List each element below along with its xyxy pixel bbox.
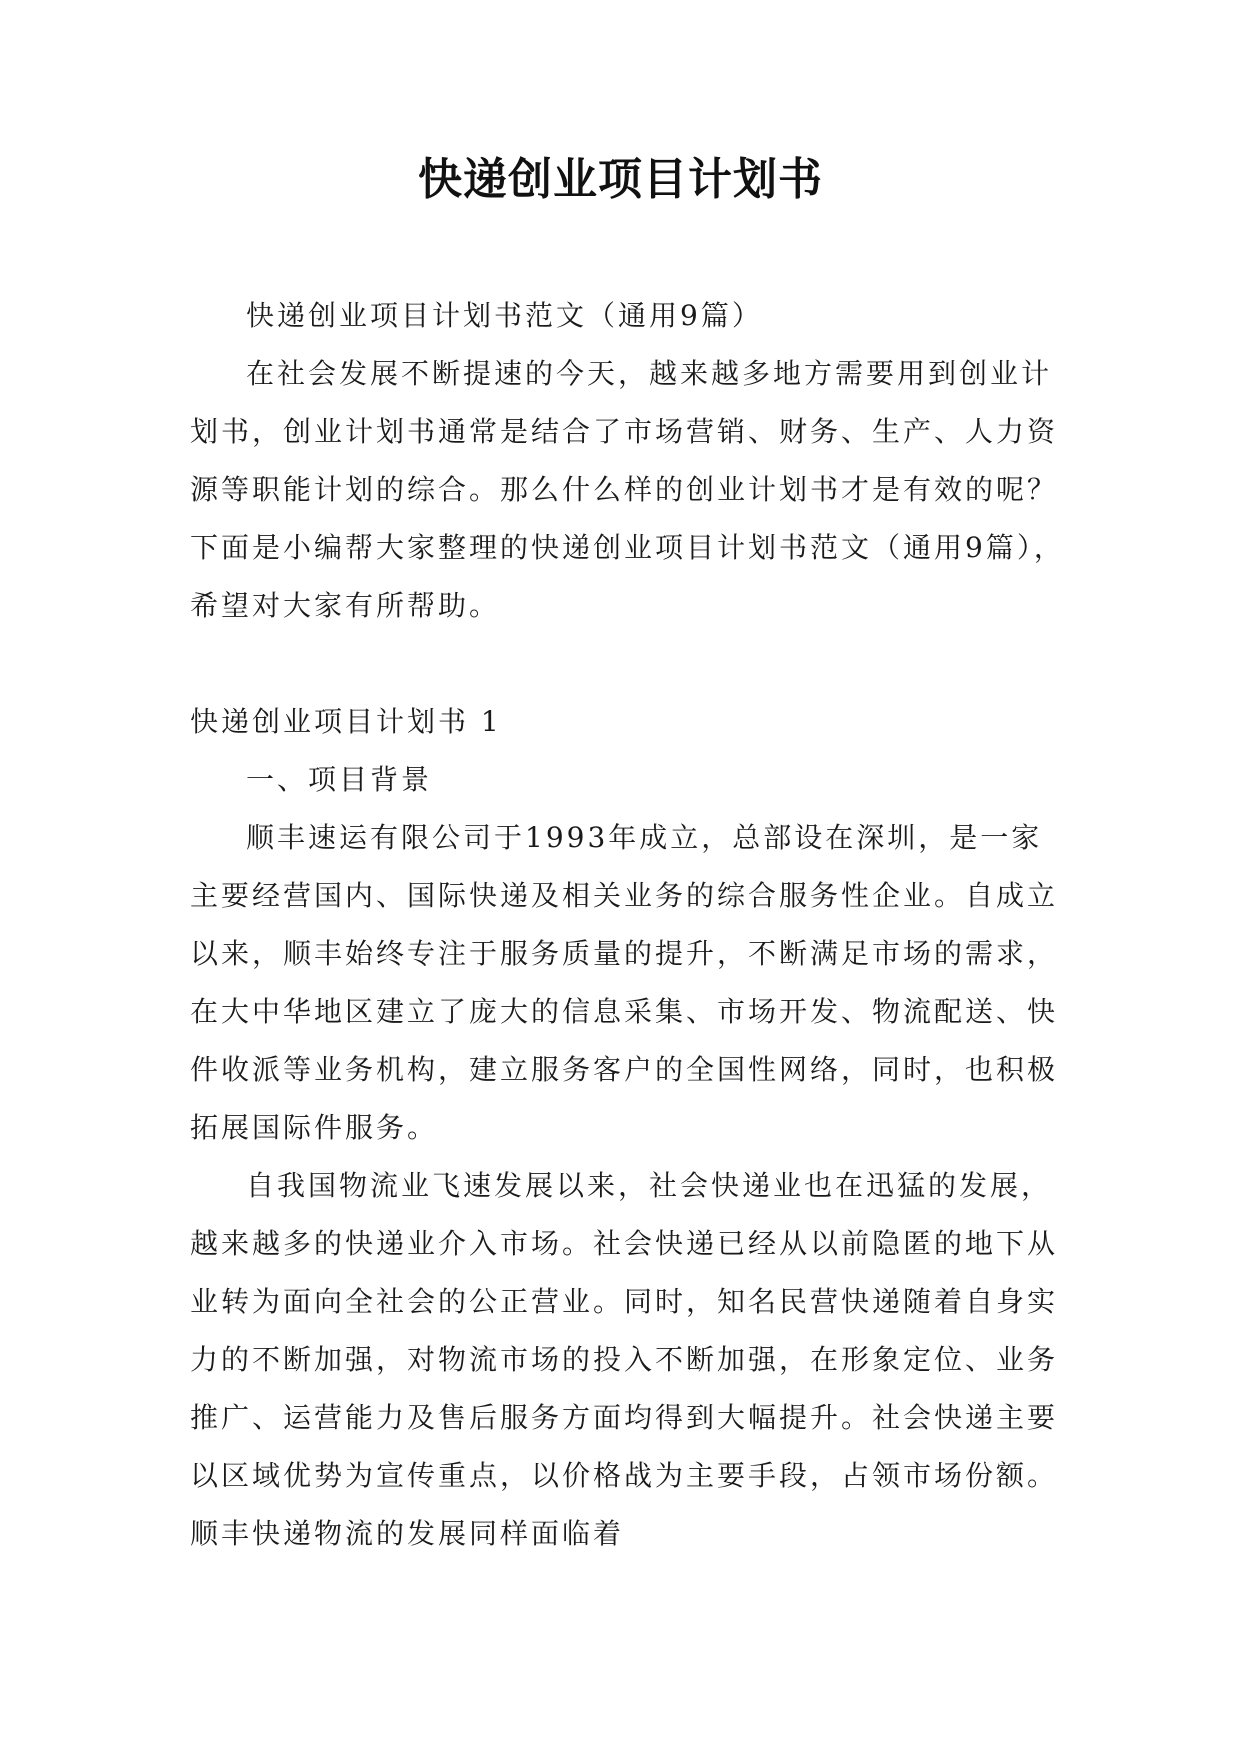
intro-paragraph: 在社会发展不断提速的今天，越来越多地方需要用到创业计划书，创业计划书通常是结合了市场营销、财务、生产、人力资源等职能计划的综合。那么什么样的创业计划书才是有效的呢？下面是小编帮大家整理的快递创业项目计划书范文（通用9篇），希望对大家有所帮助。 [190, 357, 1065, 622]
section-heading: 快递创业项目计划书 1 [190, 705, 502, 738]
body-paragraph: 自我国物流业飞速发展以来，社会快递业也在迅猛的发展，越来越多的快递业介入市场。社会快递已经从以前隐匿的地下从业转为面向全社会的公正营业。同时，知名民营快递随着自身实力的不断加强，对物流市场的投入不断加强，在形象定位、业务推广、运营能力及售后服务方面均得到大幅提升。社会快递主要以区域优势为宣传重点，以价格战为主要手段，占领市场份额。顺丰快递物流的发展同样面临着 [190, 1169, 1059, 1550]
document-subtitle: 快递创业项目计划书范文（通用9篇） [246, 299, 763, 332]
subsection-heading: 一、项目背景 [246, 763, 433, 796]
document-title: 快递创业项目计划书 [418, 154, 823, 205]
document-body [190, 287, 1070, 1563]
body-paragraph: 顺丰速运有限公司于1993年成立，总部设在深圳，是一家主要经营国内、国际快递及相关业务的综合服务性企业。自成立以来，顺丰始终专注于服务质量的提升，不断满足市场的需求，在大中华地区建立了庞大的信息采集、市场开发、物流配送、快件收派等业务机构，建立服务客户的全国性网络，同时，也积极拓展国际件服务。 [190, 821, 1059, 1144]
